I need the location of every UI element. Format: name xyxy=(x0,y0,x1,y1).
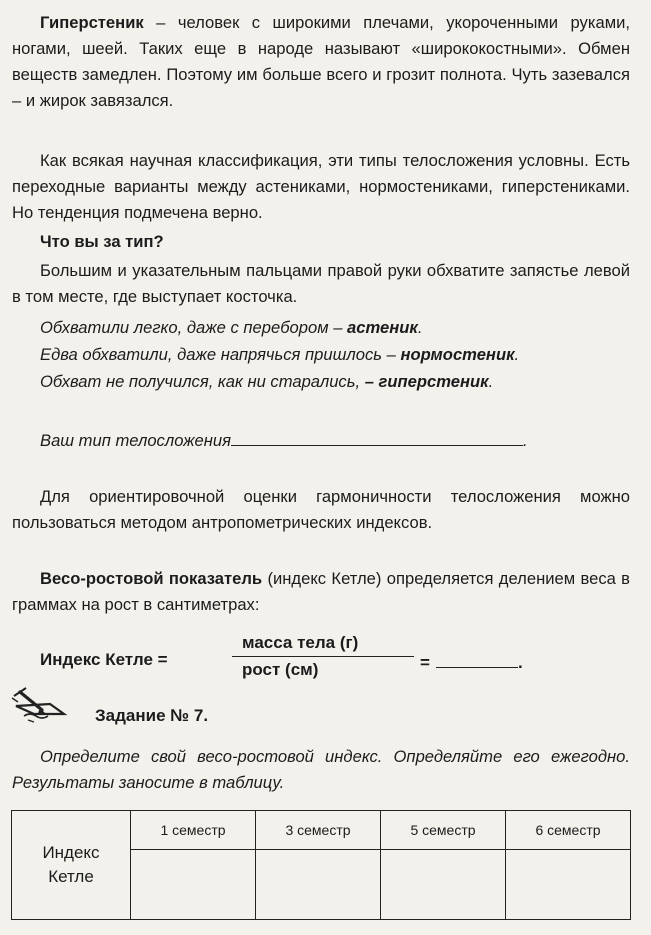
option-asthenic-type: астеник xyxy=(347,318,418,337)
formula-result-blank[interactable] xyxy=(436,650,518,668)
term-hypersthenic: Гиперстеник xyxy=(40,13,144,32)
task-text: Определите свой весо-ростовой индекс. Определяйте его ежегодно. Результаты заносите в таблицу. xyxy=(12,747,630,792)
option-hypersthenic: Обхват не получился, как ни старались, – гиперстеник. xyxy=(40,372,494,391)
formula-label: Индекс Кетле = xyxy=(40,650,168,669)
task-title: Задание № 7. xyxy=(95,706,209,725)
option-normosthenic-type: нормостеник xyxy=(400,345,515,364)
paragraph-hypersthenic xyxy=(12,10,630,114)
cell-semester-1[interactable] xyxy=(131,850,256,920)
row-header-quetelet: Индекс Кетле xyxy=(12,811,131,920)
col-semester-3: 3 семестр xyxy=(256,811,381,850)
cell-semester-3[interactable] xyxy=(256,850,381,920)
your-type-blank[interactable] xyxy=(231,428,523,446)
option-hypersthenic-type: – гиперстеник xyxy=(364,372,489,391)
cell-semester-5[interactable] xyxy=(381,850,506,920)
col-semester-1: 1 семестр xyxy=(131,811,256,850)
your-type-line: Ваш тип телосложения . xyxy=(40,428,528,453)
cell-semester-6[interactable] xyxy=(506,850,631,920)
paragraph-indices: Для ориентировочной оценки гармоничности телосложения можно пользоваться методом антропометрических индексов. xyxy=(12,487,630,532)
term-weight-height: Весо-ростовой показатель xyxy=(40,569,263,588)
paragraph-instruction: Большим и указательным пальцами правой руки обхватите запястье левой в том месте, где выступает косточка. xyxy=(12,261,630,306)
formula-result-line: = . xyxy=(420,650,523,673)
option-asthenic: Обхватили легко, даже с перебором – астеник. xyxy=(40,318,423,337)
hypersthenic-description: – человек с широкими плечами, укороченными руками, ногами, шеей. Таких еще в народе называют «ширококостными». Обмен веществ замедлен. Поэтому им больше всего и грозит полнота. Чуть зазевался – и жирок завязался. xyxy=(12,13,630,110)
question-heading: Что вы за тип? xyxy=(40,232,164,251)
col-semester-5: 5 семестр xyxy=(381,811,506,850)
table-header-row xyxy=(12,811,631,850)
option-normosthenic: Едва обхватили, даже напрячься пришлось – нормостеник. xyxy=(40,345,520,364)
paragraph-quetelet: Весо-ростовой показатель (индекс Кетле) определяется делением веса в граммах на рост в сантиметрах: xyxy=(12,569,631,614)
results-table xyxy=(11,810,631,920)
paragraph-classification: Как всякая научная классификация, эти типы телосложения условны. Есть переходные варианты между астениками, нормостениками, гиперстениками. Но тенденция подмечена верно. xyxy=(12,151,630,222)
formula-denominator: рост (см) xyxy=(242,660,319,679)
formula-numerator: масса тела (г) xyxy=(242,633,359,652)
pen-writing-icon xyxy=(10,684,80,724)
col-semester-6: 6 семестр xyxy=(506,811,631,850)
fraction-bar xyxy=(232,656,414,657)
your-type-label: Ваш тип телосложения xyxy=(40,431,231,450)
